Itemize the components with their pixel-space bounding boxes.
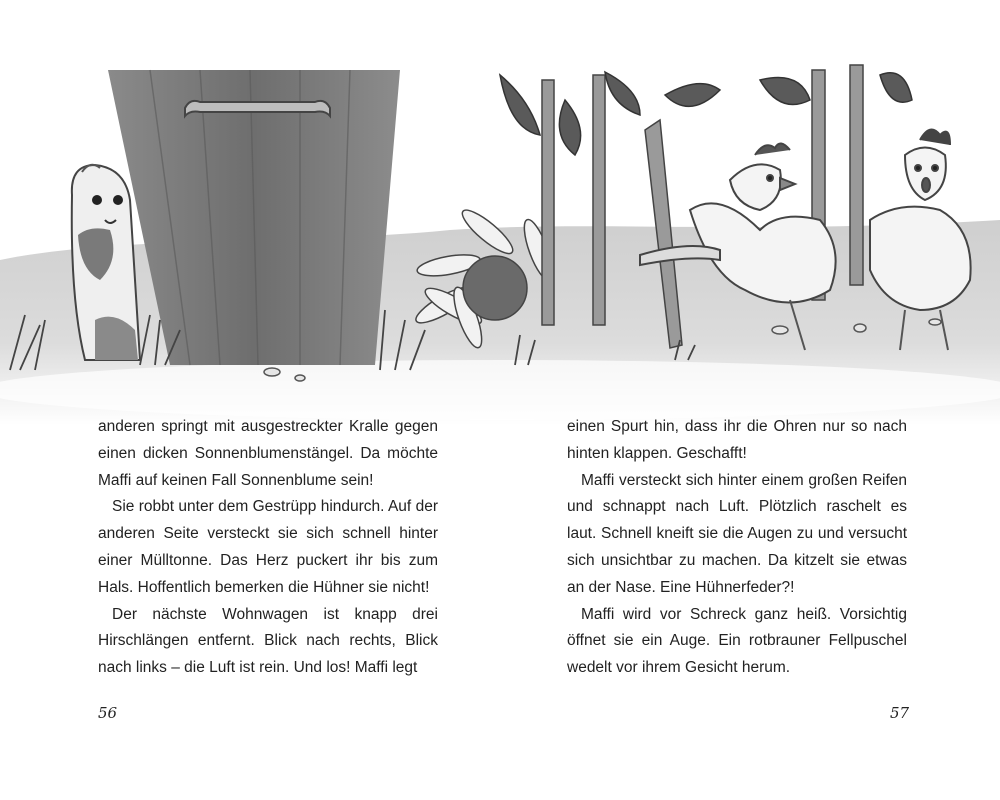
left-paragraph-3: Der nächste Wohnwagen ist knapp drei Hirschlängen entfernt. Blick nach rechts, Blick nach links – die Luft ist rein. Und los! Maffi legt — [98, 605, 438, 677]
left-page-text — [98, 414, 438, 682]
left-paragraph-1: anderen springt mit ausgestreckter Kralle gegen einen dicken Sonnenblumenstängel. Da möchte Maffi auf keinen Fall Sonnenblume sein! — [98, 418, 438, 489]
right-paragraph-2: Maffi versteckt sich hinter einem großen Reifen und schnappt nach Luft. Plötzlich raschelt es laut. Schnell kneift sie die Augen zu und versucht sich unsichtbar zu machen. Da kitzelt sie etwas an der Nase. Eine Hühnerfeder?! — [567, 471, 907, 596]
right-page-text — [567, 414, 907, 682]
spread-illustration — [0, 60, 1000, 425]
hamster-maffi — [72, 165, 140, 360]
right-paragraph-3: Maffi wird vor Schreck ganz heiß. Vorsichtig öffnet sie ein Auge. Ein rotbrauner Fellpuschel wedelt vor ihrem Gesicht herum. — [567, 605, 907, 677]
page-number-left: 56 — [98, 704, 118, 722]
left-paragraph-2: Sie robbt unter dem Gestrüpp hindurch. Auf der anderen Seite versteckt sie sich schnell hinter einer Mülltonne. Das Herz puckert ihr bis zum Hals. Hoffentlich bemerken die Hühner sie nicht! — [98, 498, 438, 596]
page-number-right: 57 — [890, 704, 910, 722]
right-paragraph-1: einen Spurt hin, dass ihr die Ohren nur so nach hinten klappen. Geschafft! — [567, 418, 907, 462]
